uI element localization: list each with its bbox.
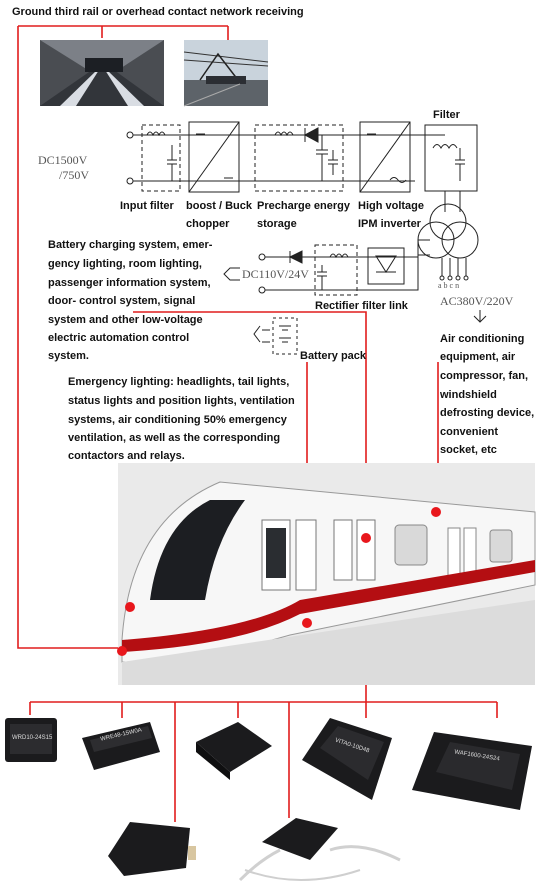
inverter-label-line2: IPM inverter <box>358 218 421 230</box>
low-voltage-line: Battery charging system, emer- <box>48 239 213 251</box>
header-title: Ground third rail or overhead contact network receiving <box>12 6 304 18</box>
module-1-label: WRD10-24S15 <box>12 735 53 741</box>
module-5-label: WAF1600-24S24 <box>453 749 500 763</box>
module-4 <box>302 718 392 800</box>
boost-buck-label-line2: chopper <box>186 218 230 230</box>
input-filter-label: Input filter <box>120 200 174 212</box>
ac-loads-line: convenient <box>440 426 499 438</box>
emergency-line: systems, air conditioning 50% emergency <box>68 414 287 426</box>
module-7 <box>240 818 400 880</box>
low-voltage-line: system. <box>48 350 89 362</box>
low-voltage-line: system and other low-voltage <box>48 314 203 326</box>
ac-loads-line: equipment, air <box>440 351 516 363</box>
filter-label: Filter <box>433 109 460 121</box>
module-4-label: VITA0-10D48 <box>333 737 370 755</box>
module-2-label: WRE48-15W0A <box>99 727 143 743</box>
precharge-label-line1: Precharge energy <box>257 200 350 212</box>
module-5 <box>412 732 532 810</box>
module-3 <box>196 722 272 780</box>
low-voltage-line: passenger information system, <box>48 277 211 289</box>
metro-train-illustration <box>118 463 535 685</box>
module-6 <box>108 822 196 876</box>
emergency-line: status lights and position lights, ventilation <box>68 395 295 407</box>
ac-loads-line: socket, etc <box>440 444 497 456</box>
dc-output-voltage: DC110V/24V <box>242 267 309 281</box>
rectifier-filter-label: Rectifier filter link <box>315 300 408 312</box>
ac-loads-line: defrosting device, <box>440 407 535 419</box>
dc-input-voltage-line2: /750V <box>59 168 89 182</box>
low-voltage-line: door- control system, signal <box>48 295 196 307</box>
battery-pack-label: Battery pack <box>300 350 367 362</box>
emergency-line: ventilation, as well as the corresponding <box>68 432 281 444</box>
low-voltage-line: electric automation control <box>48 332 190 344</box>
overhead-line-photo <box>184 40 268 106</box>
emergency-line: contactors and relays. <box>68 450 185 462</box>
module-2 <box>82 722 160 770</box>
third-rail-photo <box>40 40 164 106</box>
phase-letters: a b c n <box>438 281 460 290</box>
inverter-label-line1: High voltage <box>358 200 425 212</box>
ac-loads-line: compressor, fan, <box>440 370 529 382</box>
precharge-label-line2: storage <box>257 218 297 230</box>
dc-input-voltage-line1: DC1500V <box>38 153 88 167</box>
ac-loads-line: windshield <box>440 389 497 401</box>
ac-output-voltage: AC380V/220V <box>440 294 514 308</box>
low-voltage-line: gency lighting, room lighting, <box>48 258 202 270</box>
ac-loads-line: Air conditioning <box>440 333 525 345</box>
emergency-line: Emergency lighting: headlights, tail lights, <box>68 376 290 388</box>
boost-buck-label-line1: boost / Buck <box>186 200 253 212</box>
